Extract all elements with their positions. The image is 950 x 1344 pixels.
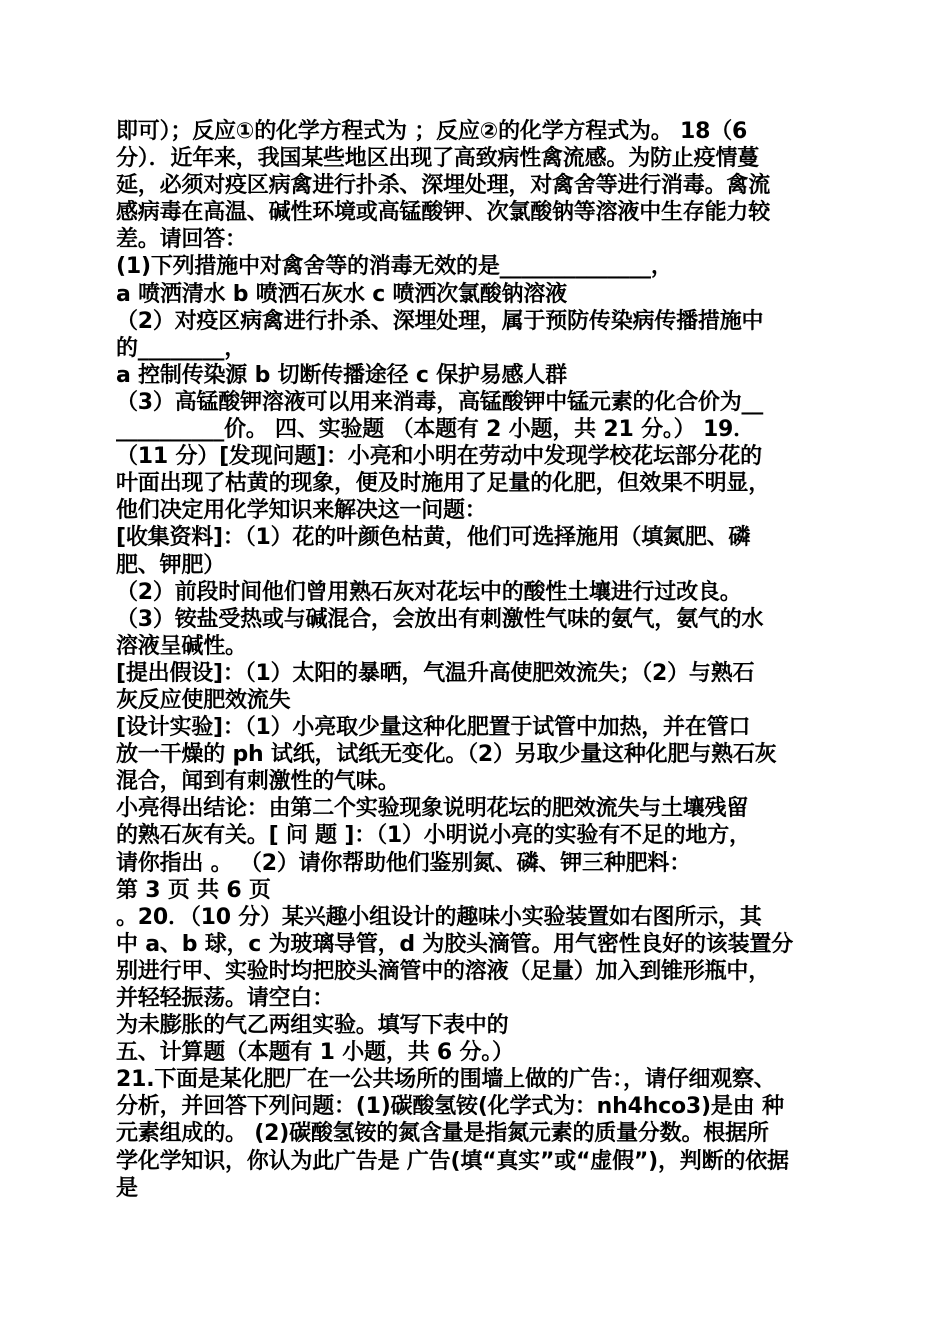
text-line: 他们决定用化学知识来解决这一问题： [116,498,487,524]
text-line: 叶面出现了枯黄的现象，便及时施用了足量的化肥，但效果不明显， [116,471,771,497]
text-line: a 喷洒清水 b 喷洒石灰水 c 喷洒次氯酸钠溶液 [116,281,567,307]
text-line: 别进行甲、实验时均把胶头滴管中的溶液（足量）加入到锥形瓶中， [116,958,771,984]
text-line: （3）铵盐受热或与碱混合，会放出有刺激性气味的氨气，氨气的水 [116,606,764,632]
text-line: 是 [116,1175,138,1201]
text-line: 溶液呈碱性。 [116,633,247,659]
text-line: 分）．近年来，我国某些地区出现了高致病性禽流感。为防止疫情蔓 [116,146,760,172]
text-line: 即可）；反应①的化学方程式为 ；反应②的化学方程式为。 18（6 [116,119,748,144]
text-line: 差。请回答： [116,227,247,253]
text-line: 放一干燥的 ph 试纸，试纸无变化。（2）另取少量这种化肥与熟石灰 [116,742,777,768]
text-line: 并轻轻振荡。请空白： [116,986,335,1011]
text-line: 第 3 页 共 6 页 [116,877,271,903]
text-line: __________价。 四、实验题 （本题有 2 小题，共 21 分。） 19． [116,417,755,443]
text-line: [设计实验]：（1）小亮取少量这种化肥置于试管中加热，并在管口 [116,715,751,741]
text-line: （2）对疫区病禽进行扑杀、深埋处理，属于预防传染病传播措施中 [116,308,764,334]
text-line: （3）高锰酸钾溶液可以用来消毒，高锰酸钾中锰元素的化合价为__ [116,389,764,415]
text-line: (1)下列措施中对禽舍等的消毒无效的是______________， [116,254,673,280]
text-line: 灰反应使肥效流失 [116,687,291,713]
text-line: 分析，并回答下列问题：(1)碳酸氢铵(化学式为：nh4hco3)是由 种 [116,1094,784,1120]
text-line: 请你指出 。 （2）请你帮助他们鉴别氮、磷、钾三种肥料： [116,850,692,876]
text-line: 中 a、b 球，c 为玻璃导管，d 为胶头滴管。用气密性良好的该装置分 [116,931,794,957]
document-page [116,118,840,1202]
text-line: 学化学知识，你认为此广告是 广告(填“真实”或“虚假”)，判断的依据 [116,1148,789,1174]
text-line: 。20．（10 分）某兴趣小组设计的趣味小实验装置如右图所示，其 [116,904,762,930]
text-line: 感病毒在高温、碱性环境或高锰酸钾、次氯酸钠等溶液中生存能力较 [116,200,771,226]
text-line: 小亮得出结论：由第二个实验现象说明花坛的肥效流失与土壤残留 [116,796,749,822]
text-line: 延，必须对疫区病禽进行扑杀、深埋处理，对禽舍等进行消毒。禽流 [116,173,771,199]
text-line: 元素组成的。 (2)碳酸氢铵的氮含量是指氮元素的质量分数。根据所 [116,1121,769,1147]
text-line: 的________， [116,335,247,361]
text-line: （11 分）[发现问题]：小亮和小明在劳动中发现学校花坛部分花的 [116,444,762,470]
text-line: 为未膨胀的气乙两组实验。填写下表中的 [116,1013,509,1039]
text-line: [提出假设]：（1）太阳的暴晒，气温升高使肥效流失；（2）与熟石 [116,660,755,686]
text-line: （2）前段时间他们曾用熟石灰对花坛中的酸性土壤进行过改良。 [116,579,742,605]
text-line: 混合，闻到有刺激性的气味。 [116,769,400,795]
text-line: a 控制传染源 b 切断传播途径 c 保护易感人群 [116,362,567,388]
text-line: 五、计算题（本题有 1 小题，共 6 分。） [116,1040,514,1066]
text-line: 肥、钾肥） [116,552,226,578]
text-line: 的熟石灰有关。[ 问 题 ]：（1）小明说小亮的实验有不足的地方， [116,823,751,849]
text-line: 21.下面是某化肥厂在一公共场所的围墙上做的广告：，请仔细观察、 [116,1067,776,1093]
text-line: [收集资料]：（1）花的叶颜色枯黄，他们可选择施用（填氮肥、磷 [116,525,751,551]
